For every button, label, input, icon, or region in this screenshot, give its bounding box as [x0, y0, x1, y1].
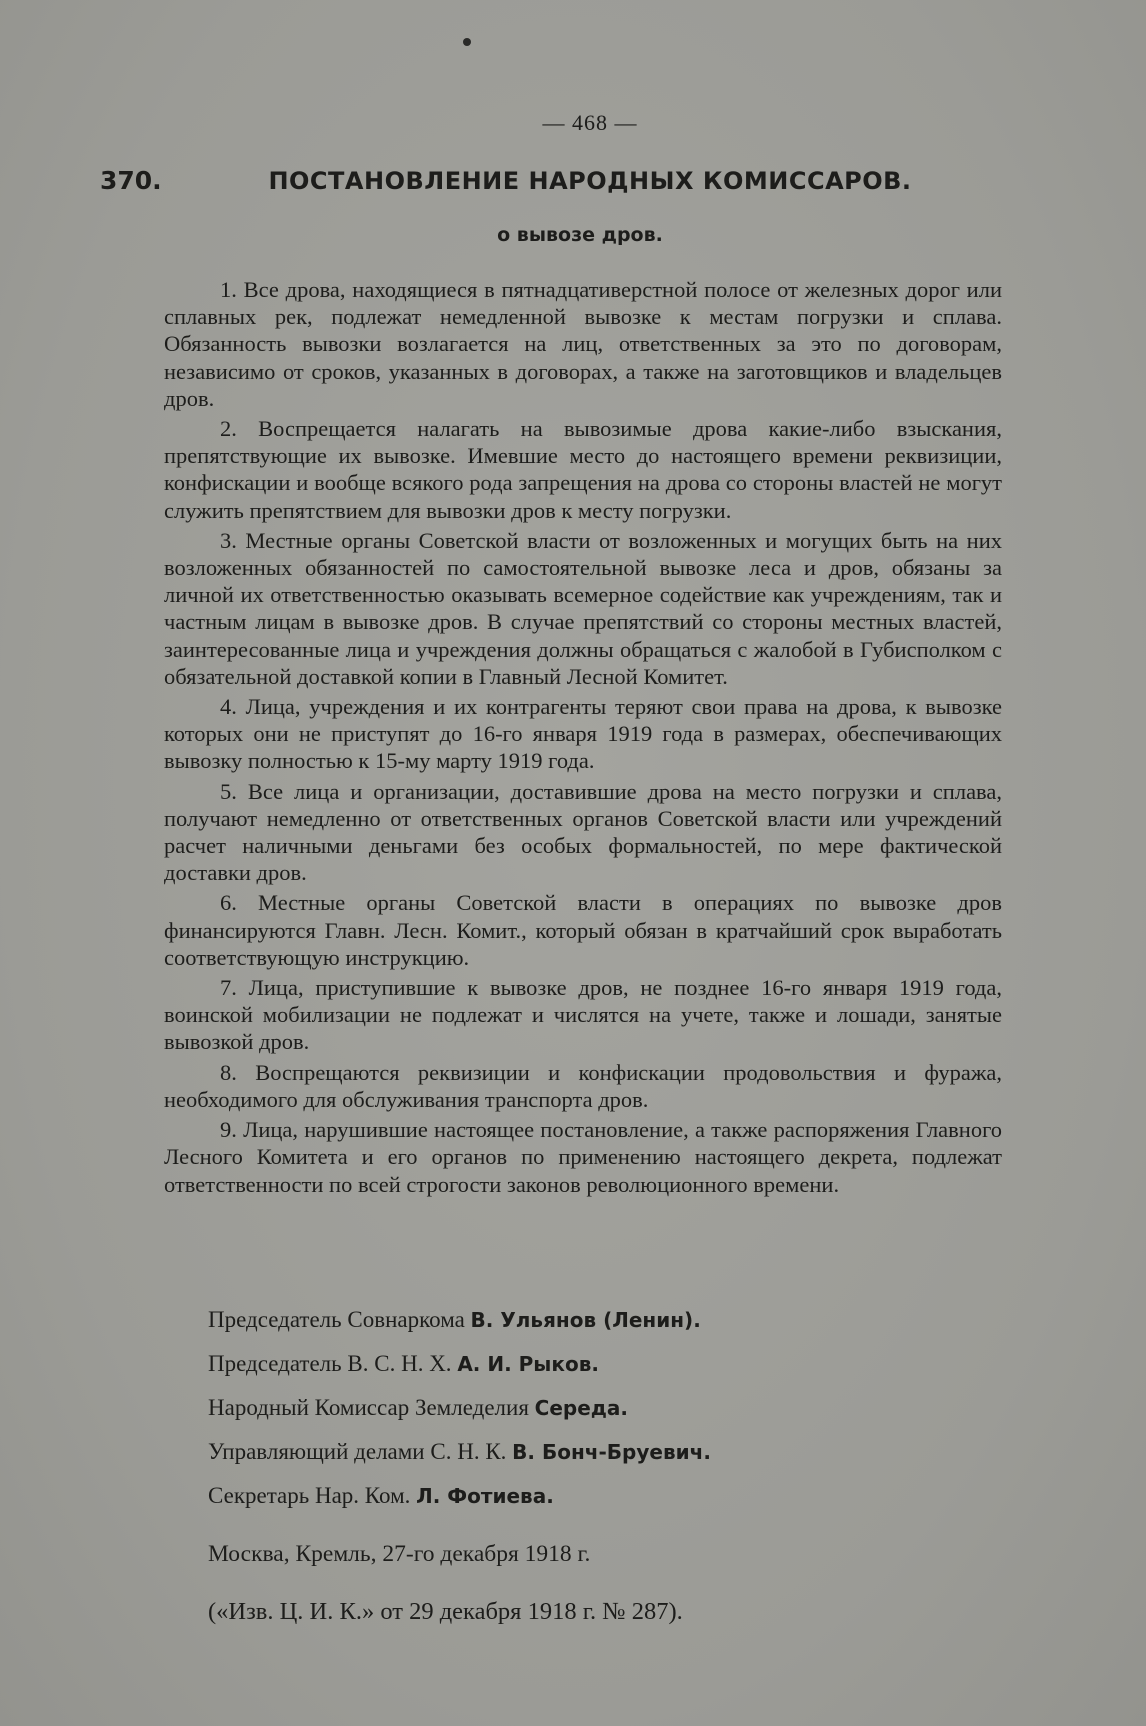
signature-name: В. Ульянов (Ленин). — [470, 1308, 701, 1332]
paragraph-4: 4. Лица, учреждения и их контрагенты теряют свои права на дрова, к вывозке которых они не приступят до 16-го января 1919 года в размерах, обеспечивающих вывозку полностью к 15-му марту 1919 года. — [164, 694, 1002, 774]
signature-role: Председатель В. С. Н. Х. — [208, 1351, 452, 1376]
source-citation: («Изв. Ц. И. К.» от 29 декабря 1918 г. № 287). — [208, 1598, 683, 1625]
page-number: — 468 — — [542, 110, 638, 135]
signature-role: Председатель Совнаркома — [208, 1307, 465, 1332]
paragraph-8: 8. Воспрещаются реквизиции и конфискации продовольствия и фуража, необходимого для обслуживания транспорта дров. — [164, 1059, 1002, 1112]
document-number: 370. — [100, 166, 162, 195]
speck-mark — [463, 38, 471, 46]
document-title: ПОСТАНОВЛЕНИЕ НАРОДНЫХ КОМИССАРОВ. — [268, 167, 912, 195]
signature-name: А. И. Рыков. — [457, 1352, 599, 1376]
paragraph-1: 1. Все дрова, находящиеся в пятнадцативерстной полосе от железных дорог или сплавных рек, подлежат немедленной вывозке к местам погрузки и сплава. Обязанность вывозки возлагается на лиц, ответственных за это по договорам, независимо от сроков, указанных в договорах, а также на заготовщиков и владельцев дров. — [164, 277, 1002, 411]
place-date: Москва, Кремль, 27-го декабря 1918 г. — [208, 1541, 591, 1567]
signature-role: Управляющий делами С. Н. К. — [208, 1439, 507, 1464]
document-subtitle: о вывозе дров. — [497, 224, 663, 246]
signature-name: Середа. — [534, 1396, 629, 1420]
signature-line — [208, 1439, 711, 1483]
signature-line — [208, 1483, 711, 1527]
signature-role: Секретарь Нар. Ком. — [208, 1483, 411, 1508]
paragraph-2: 2. Воспрещается налагать на вывозимые дрова какие-либо взыскания, препятствующие их вывозке. Имевшие место до настоящего времени реквизиции, конфискации и вообще всякого рода запрещения на дрова со стороны властей не могут служить препятствием для вывозки дров к месту погрузки. — [164, 416, 1002, 523]
signature-block — [208, 1307, 711, 1527]
paragraph-3: 3. Местные органы Советской власти от возложенных и могущих быть на них возложенных обязанностей по самостоятельной вывозке леса и дров, обязаны за личной их ответственностью оказывать всемерное содействие как учреждениям, так и частным лицам в вывозке дров. В случае препятствий со стороны местных властей, заинтересованные лица и учреждения должны обращаться с жалобой в Губисполком с обязательной доставкой копии в Главный Лесной Комитет. — [164, 527, 1002, 689]
decree-body — [164, 276, 1002, 1201]
signature-name: Л. Фотиева. — [416, 1484, 554, 1508]
paragraph-6: 6. Местные органы Советской власти в операциях по вывозке дров финансируются Главн. Лесн. Комит., который обязан в кратчайший срок выработать соответствующую инструкцию. — [164, 890, 1002, 970]
signature-line — [208, 1351, 711, 1395]
paragraph-9: 9. Лица, нарушившие настоящее постановление, а также распоряжения Главного Лесного Комитета и его органов по применению настоящего декрета, подлежат ответственности по всей строгости законов революционного времени. — [164, 1117, 1002, 1197]
paragraph-5: 5. Все лица и организации, доставившие дрова на место погрузки и сплава, получают немедленно от ответственных органов Советской власти или учреждений расчет наличными деньгами без особых формальностей, по мере фактической доставки дров. — [164, 778, 1002, 886]
signature-line — [208, 1395, 711, 1439]
signature-name: В. Бонч-Бруевич. — [512, 1440, 711, 1464]
signature-line — [208, 1307, 711, 1351]
paragraph-7: 7. Лица, приступившие к вывозке дров, не позднее 16-го января 1919 года, воинской мобилизации не подлежат и числятся на учете, также и лошади, занятые вывозкой дров. — [164, 975, 1002, 1055]
signature-role: Народный Комиссар Земледелия — [208, 1395, 529, 1420]
